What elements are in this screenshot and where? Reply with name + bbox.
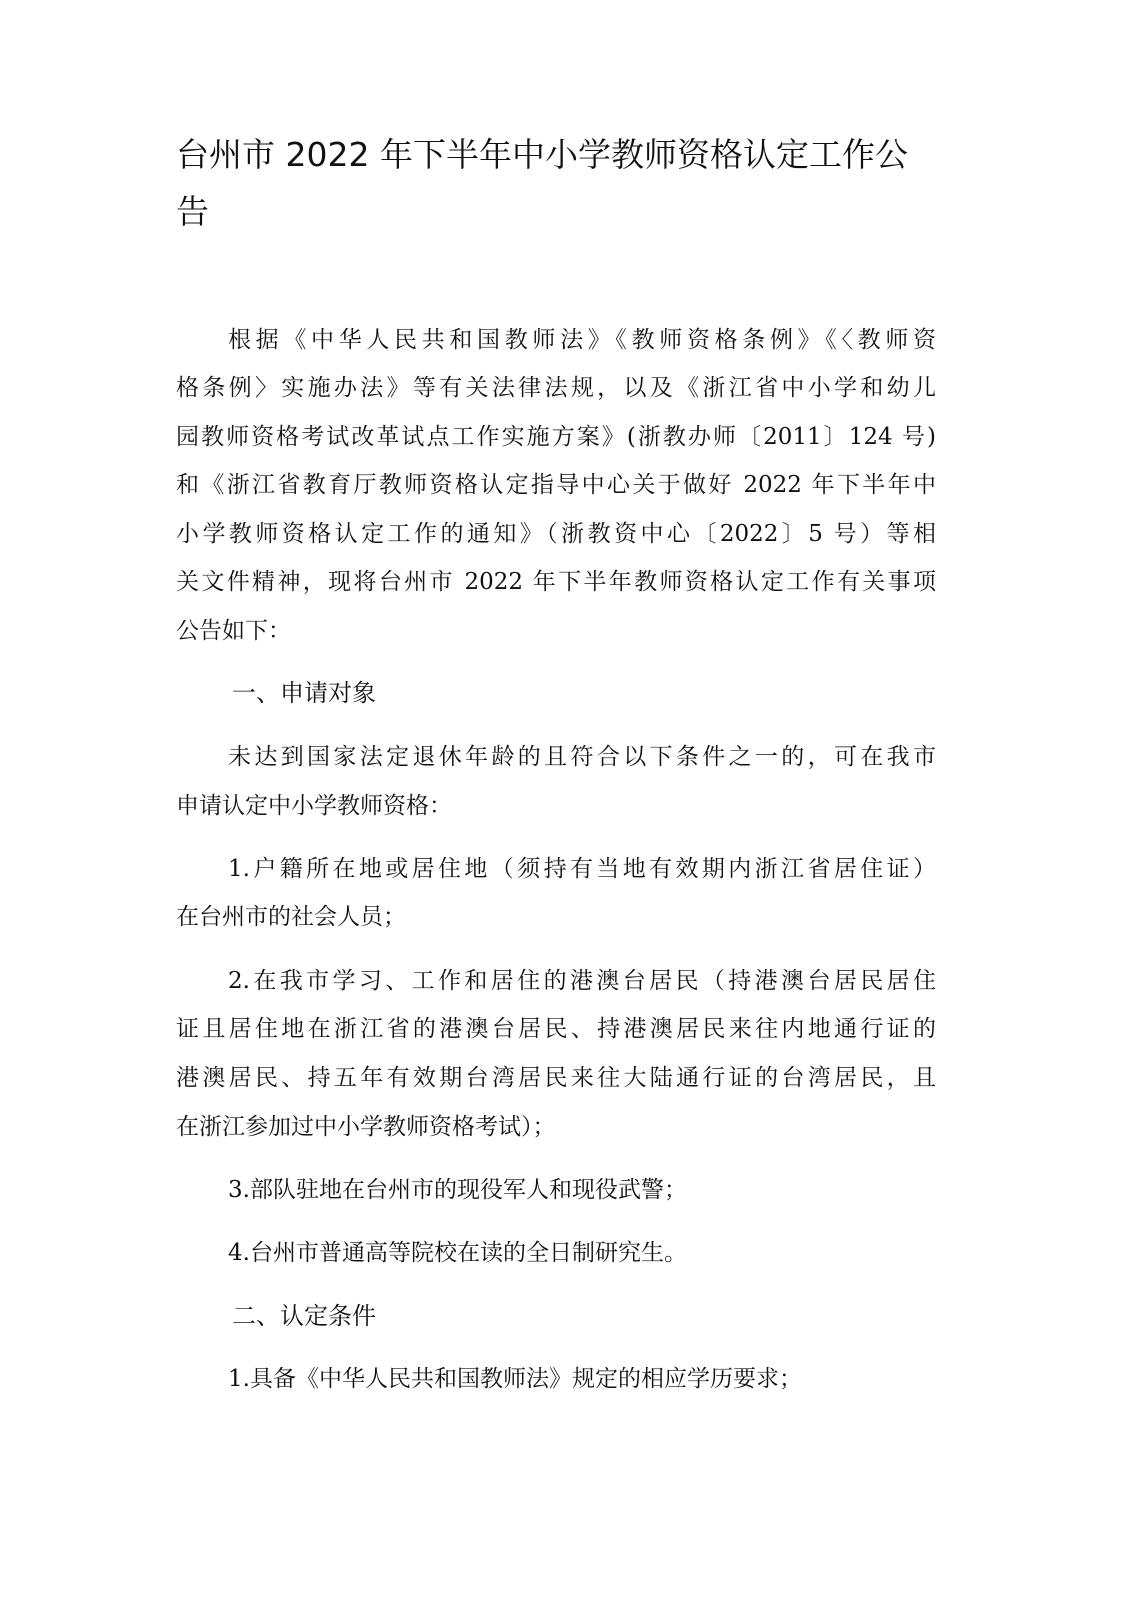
- section-heading-conditions: 二、认定条件: [232, 1302, 376, 1330]
- condition-item-1: 1.具备《中华人民共和国教师法》规定的相应学历要求；: [228, 1366, 802, 1392]
- intro-line: 格条例〉实施办法》等有关法律法规，以及《浙江省中小学和幼儿: [176, 375, 936, 401]
- list-item-2-line: 2.在我市学习、工作和居住的港澳台居民（持港澳台居民居住: [228, 968, 936, 994]
- intro-line: 和《浙江省教育厅教师资格认定指导中心关于做好 2022 年下半年中: [176, 472, 936, 498]
- list-item-2-line: 证且居住地在浙江省的港澳台居民、持港澳居民来往内地通行证的: [176, 1016, 936, 1042]
- list-item-2-line: 在浙江参加过中小学教师资格考试）；: [176, 1114, 556, 1140]
- intro-line: 关文件精神，现将台州市 2022 年下半年教师资格认定工作有关事项: [176, 569, 936, 595]
- section1-lead-line: 未达到国家法定退休年龄的且符合以下条件之一的，可在我市: [228, 744, 936, 770]
- section1-lead-line: 申请认定中小学教师资格：: [176, 793, 452, 819]
- intro-line: 小学教师资格认定工作的通知》（浙教资中心〔2022〕5 号）等相: [176, 521, 936, 547]
- intro-line: 园教师资格考试改革试点工作实施方案》(浙教办师〔2011〕124 号): [176, 424, 936, 450]
- list-item-3: 3.部队驻地在台州市的现役军人和现役武警；: [228, 1177, 687, 1203]
- list-item-1-line: 在台州市的社会人员；: [176, 904, 406, 930]
- list-item-2-line: 港澳居民、持五年有效期台湾居民来往大陆通行证的台湾居民，且: [176, 1065, 936, 1091]
- list-item-4: 4.台州市普通高等院校在读的全日制研究生。: [228, 1240, 687, 1266]
- document-title-line-2: 告: [176, 192, 209, 231]
- intro-line: 公告如下：: [176, 618, 291, 644]
- section-heading-applicants: 一、申请对象: [232, 679, 376, 707]
- document-title-line-1: 台州市 2022 年下半年中小学教师资格认定工作公: [176, 135, 908, 174]
- list-item-1-line: 1.户籍所在地或居住地（须持有当地有效期内浙江省居住证）: [228, 856, 936, 882]
- intro-line: 根据《中华人民共和国教师法》《教师资格条例》《〈教师资: [228, 327, 936, 353]
